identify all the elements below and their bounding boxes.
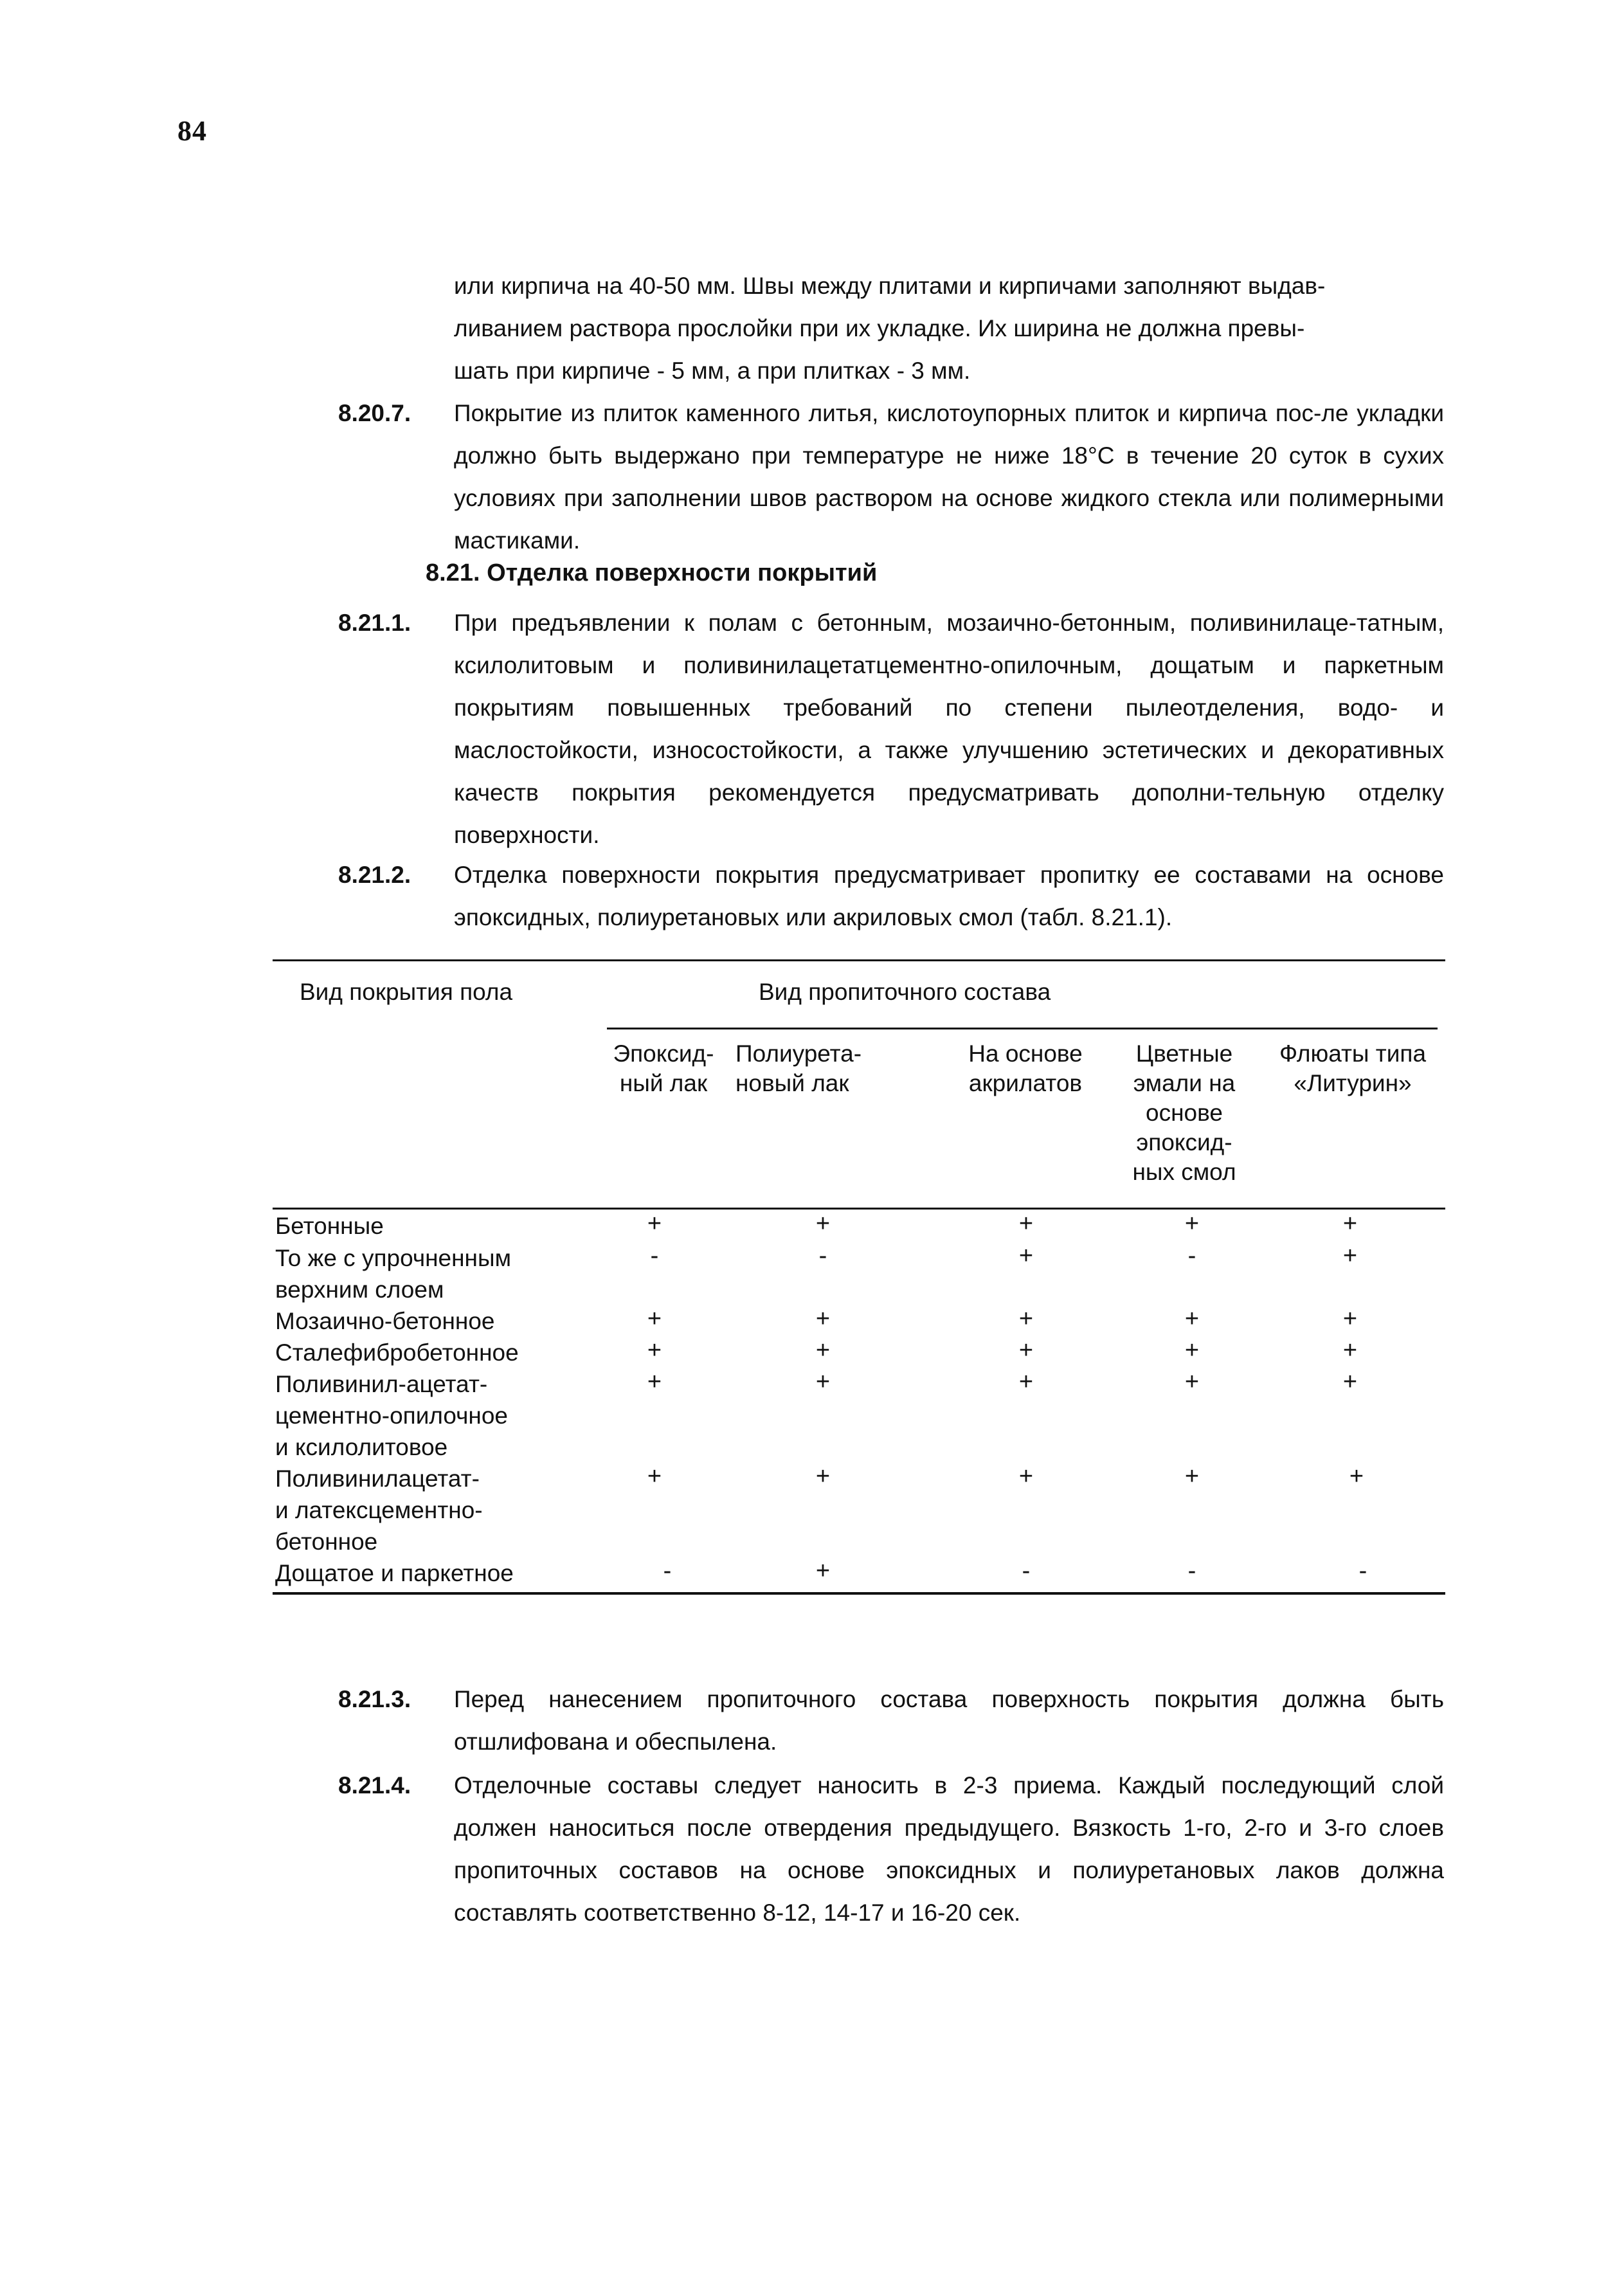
table-cell-mark: + <box>1018 1463 1034 1490</box>
row-label: Дощатое и паркетное <box>275 1560 514 1586</box>
section-text: Отделка поверхности покрытия предусматривает пропитку ее составами на основе эпоксидных, полиуретановых или акриловых смол (табл. 8.21.1). <box>454 862 1444 930</box>
column-header-acrylic: На основе акрилатов <box>968 1040 1083 1096</box>
section-text: Покрытие из плиток каменного литья, кислотоупорных плиток и кирпича пос-ле укладки должно быть выдержано при температуре не ниже 18°С в течение 20 суток в сухих условиях при заполнении швов раствором на основе жидкого стекла или полимерными мастиками. <box>454 400 1444 554</box>
table-cell-mark: + <box>1342 1242 1358 1269</box>
row-label: Мозаично-бетонное <box>275 1308 495 1334</box>
table-cell-mark: + <box>1342 1337 1358 1364</box>
section-8-21-1 <box>338 602 1444 857</box>
table-cell-mark: + <box>647 1337 662 1364</box>
table-cell-mark: + <box>1018 1368 1034 1395</box>
impregnation-table <box>273 959 1445 1622</box>
table-cell-mark: + <box>1184 1337 1200 1364</box>
table-cell-mark: + <box>647 1305 662 1332</box>
page-number: 84 <box>177 115 207 147</box>
table-cell-mark: - <box>1187 1557 1196 1584</box>
intro-line: ливанием раствора прослойки при их укладке. Их ширина не должна превы- <box>454 315 1305 341</box>
row-label: Бетонные <box>275 1213 384 1239</box>
section-number: 8.21.2. <box>338 862 411 888</box>
section-8-21-4 <box>338 1764 1444 1934</box>
table-cell-mark: + <box>815 1557 831 1584</box>
section-number: 8.21.3. <box>338 1686 411 1712</box>
table-cell-mark: + <box>815 1305 831 1332</box>
row-label: Сталефибробетонное <box>275 1339 519 1366</box>
table-cell-mark: + <box>1184 1305 1200 1332</box>
table-cell-mark: - <box>663 1557 672 1584</box>
column-header-epoxy: Эпоксид- ный лак <box>613 1040 714 1096</box>
section-heading: 8.21. Отделка поверхности покрытий <box>426 559 878 586</box>
section-8-20-7 <box>338 392 1444 562</box>
row-label: Поливинилацетат- и латексцементно- бетонное <box>275 1465 483 1555</box>
section-8-21-2 <box>338 854 1444 939</box>
intro-line: шать при кирпиче - 5 мм, а при плитках - 3 мм. <box>454 358 971 384</box>
table-bottom-rule <box>273 1592 1445 1595</box>
table-cell-mark: + <box>647 1463 662 1490</box>
table-cell-mark: + <box>1184 1463 1200 1490</box>
table-cell-mark: + <box>1349 1463 1364 1490</box>
column-header-enamel: Цветные эмали на основе эпоксид- ных смол <box>1132 1040 1236 1185</box>
table-cell-mark: + <box>815 1463 831 1490</box>
header-divider <box>607 1028 1438 1029</box>
column-header-floor-type: Вид покрытия пола <box>300 979 513 1005</box>
section-number: 8.21.4. <box>338 1772 411 1799</box>
table-cell-mark: + <box>815 1368 831 1395</box>
table-cell-mark: + <box>1342 1368 1358 1395</box>
section-text: Отделочные составы следует наносить в 2-3 приема. Каждый последующий слой должен наноситься после отвердения предыдущего. Вязкость 1-го, 2-го и 3-го слоев пропиточных составов на основе эпоксидных и полиуретановых лаков должна составлять соответственно 8-12, 14-17 и 16-20 сек. <box>454 1772 1444 1926</box>
column-header-impregnation-group: Вид пропиточного состава <box>759 979 1051 1005</box>
intro-paragraph <box>454 265 1444 392</box>
table-cell-mark: + <box>1342 1305 1358 1332</box>
table-cell-mark: + <box>1018 1305 1034 1332</box>
intro-line: или кирпича на 40-50 мм. Швы между плитами и кирпичами заполняют выдав- <box>454 273 1326 299</box>
row-label: То же с упрочненным верхним слоем <box>275 1245 512 1303</box>
table-cell-mark: - <box>818 1242 827 1269</box>
table-cell-mark: + <box>1018 1210 1034 1237</box>
table-cell-mark: + <box>1018 1337 1034 1364</box>
section-number: 8.21.1. <box>338 610 411 636</box>
header-bottom-rule <box>273 1208 1445 1210</box>
table-cell-mark: - <box>1187 1242 1196 1269</box>
table-top-rule <box>273 959 1445 961</box>
table-cell-mark: + <box>815 1337 831 1364</box>
table-cell-mark: + <box>1342 1210 1358 1237</box>
section-8-21-3 <box>338 1678 1444 1763</box>
section-text: Перед нанесением пропиточного состава поверхность покрытия должна быть отшлифована и обеспылена. <box>454 1686 1444 1755</box>
column-header-fluate: Флюаты типа «Литурин» <box>1279 1040 1427 1096</box>
table-cell-mark: + <box>1184 1368 1200 1395</box>
column-header-polyurethane: Полиурета- новый лак <box>735 1040 862 1096</box>
table-cell-mark: + <box>647 1210 662 1237</box>
section-number: 8.20.7. <box>338 400 411 426</box>
row-label: Поливинил-ацетат- цементно-опилочное и ксилолитовое <box>275 1371 508 1460</box>
table-cell-mark: - <box>1358 1557 1367 1584</box>
table-cell-mark: + <box>1018 1242 1034 1269</box>
table-cell-mark: - <box>650 1242 659 1269</box>
section-text: При предъявлении к полам с бетонным, мозаично-бетонным, поливинилаце-татным, ксилолитовым и поливинилацетатцементно-опилочным, дощатым и паркетным покрытиям повышенных требований по степени пылеотделения, водо- и маслостойкости, износостойкости, а также улучшению эстетических и декоративных качеств покрытия рекомендуется предусматривать дополни-тельную отделку поверхности. <box>454 610 1444 848</box>
table-cell-mark: + <box>1184 1210 1200 1237</box>
table-cell-mark: + <box>815 1210 831 1237</box>
table-cell-mark: - <box>1022 1557 1031 1584</box>
table-cell-mark: + <box>647 1368 662 1395</box>
